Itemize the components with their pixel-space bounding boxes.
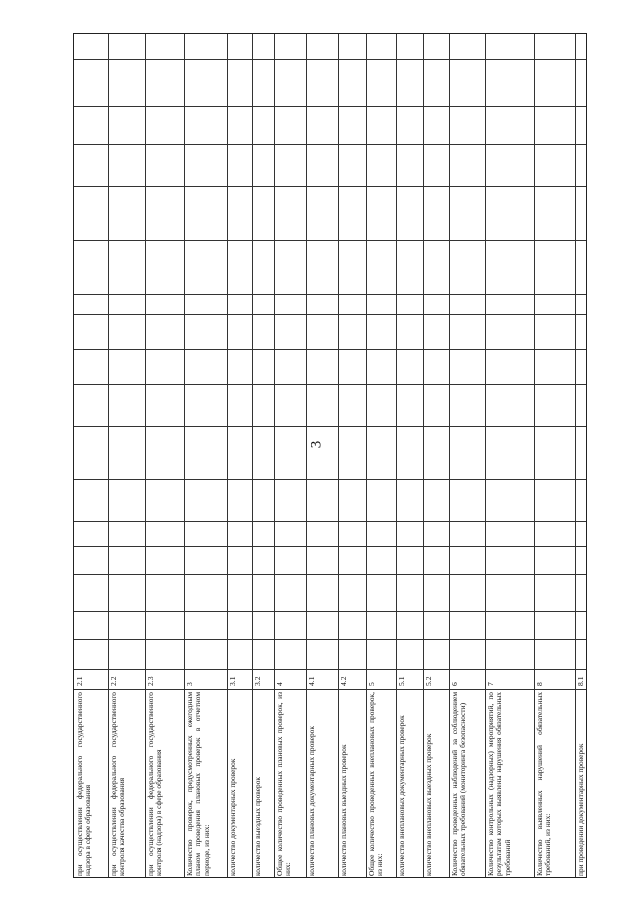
row-label: Количество проверок, предусмотренных ежегодным планом проведения плановых проверок в отчетном периоде, из них: <box>185 692 211 876</box>
row-number: 5.1 <box>397 676 406 686</box>
report-table <box>73 33 587 878</box>
row-label: количество плановых документарных проверок <box>307 726 316 876</box>
grid-line-horizontal <box>74 384 586 385</box>
row-number-cell <box>534 639 575 689</box>
row-number-cell <box>338 639 366 689</box>
row-number: 5.2 <box>424 676 433 686</box>
row-label: при осуществлении федерального государственного контроля качества образования <box>109 692 127 876</box>
row-label: Количество контрольных (надзорных) мероприятий, по результатам которых выявлены нарушения обязательных требований <box>486 692 512 876</box>
row-label: количество внеплановых документарных проверок <box>397 715 406 876</box>
grid-line-horizontal <box>74 186 586 187</box>
row-number: 2.2 <box>109 676 118 686</box>
row-number-cell <box>366 639 396 689</box>
row-number-cell <box>274 639 306 689</box>
row-label-cell <box>485 689 534 879</box>
row-label-cell <box>227 689 252 879</box>
row-number: 7 <box>486 682 495 686</box>
grid-line-horizontal <box>74 314 586 315</box>
row-label: при осуществлении федерального государственного контроля (надзора) в сфере образования <box>146 692 164 876</box>
row-label: количество выездных проверок <box>253 776 262 876</box>
row-number-cell <box>396 639 423 689</box>
row-label-cell <box>184 689 227 879</box>
grid-line-horizontal <box>74 611 586 612</box>
grid-line-horizontal <box>74 294 586 295</box>
grid-line-horizontal <box>74 240 586 241</box>
grid-line-horizontal <box>74 546 586 547</box>
row-number-cell <box>108 639 145 689</box>
row-number-cell <box>252 639 274 689</box>
row-label-cell <box>145 689 184 879</box>
row-label-cell <box>306 689 338 879</box>
row-label: при осуществлении федерального государственного надзора в сфере образования <box>75 692 93 876</box>
grid-line-horizontal <box>74 574 586 575</box>
row-number-cell <box>145 639 184 689</box>
row-label: количество внеплановых выездных проверок <box>424 733 433 876</box>
row-number: 3.1 <box>228 676 237 686</box>
grid-line-horizontal <box>74 479 586 480</box>
row-label-cell <box>366 689 396 879</box>
row-label: Количество выявленных нарушений обязательных требований, из них: <box>535 692 553 876</box>
row-label: Количество проведенных наблюдений за соблюдением обязательных требований (мониторинга безопасности) <box>450 692 468 876</box>
row-label-cell <box>449 689 485 879</box>
grid-line-horizontal <box>74 106 586 107</box>
grid-line-horizontal <box>74 521 586 522</box>
row-number-cell <box>227 639 252 689</box>
row-label: Общее количество проведенных внеплановых проверок, из них: <box>367 692 385 876</box>
row-number-cell <box>74 639 108 689</box>
row-number: 3 <box>185 682 194 686</box>
row-number-cell <box>449 639 485 689</box>
row-number: 2.3 <box>146 676 155 686</box>
row-number: 4.2 <box>339 676 348 686</box>
row-label-cell <box>108 689 145 879</box>
row-label: количество документарных проверок <box>228 758 237 876</box>
row-label-cell <box>338 689 366 879</box>
row-number: 8 <box>535 682 544 686</box>
grid-line-horizontal <box>74 349 586 350</box>
row-number-cell <box>184 639 227 689</box>
row-label: при проведении документарных проверок <box>576 743 585 876</box>
row-number: 4 <box>275 682 284 686</box>
row-label-cell <box>534 689 575 879</box>
row-number: 8.1 <box>576 676 585 686</box>
row-number: 4.1 <box>307 676 316 686</box>
grid-line-horizontal <box>74 144 586 145</box>
row-label: количество плановых выездных проверок <box>339 744 348 876</box>
grid-line-horizontal <box>74 426 586 427</box>
row-label-cell <box>74 689 108 879</box>
row-label-cell <box>423 689 449 879</box>
row-number: 5 <box>367 682 376 686</box>
row-number-cell <box>485 639 534 689</box>
row-number-cell <box>423 639 449 689</box>
row-number-cell <box>575 639 588 689</box>
row-label-cell <box>274 689 306 879</box>
row-number: 2.1 <box>75 676 84 686</box>
grid-line-horizontal <box>74 59 586 60</box>
row-number: 6 <box>450 682 459 686</box>
row-number-cell <box>306 639 338 689</box>
row-label-cell <box>252 689 274 879</box>
row-label-cell <box>575 689 588 879</box>
page-number: 3 <box>308 440 325 449</box>
row-label: Общее количество проведенных плановых проверок, из них: <box>275 692 293 876</box>
row-number: 3.2 <box>253 676 262 686</box>
row-label-cell <box>396 689 423 879</box>
